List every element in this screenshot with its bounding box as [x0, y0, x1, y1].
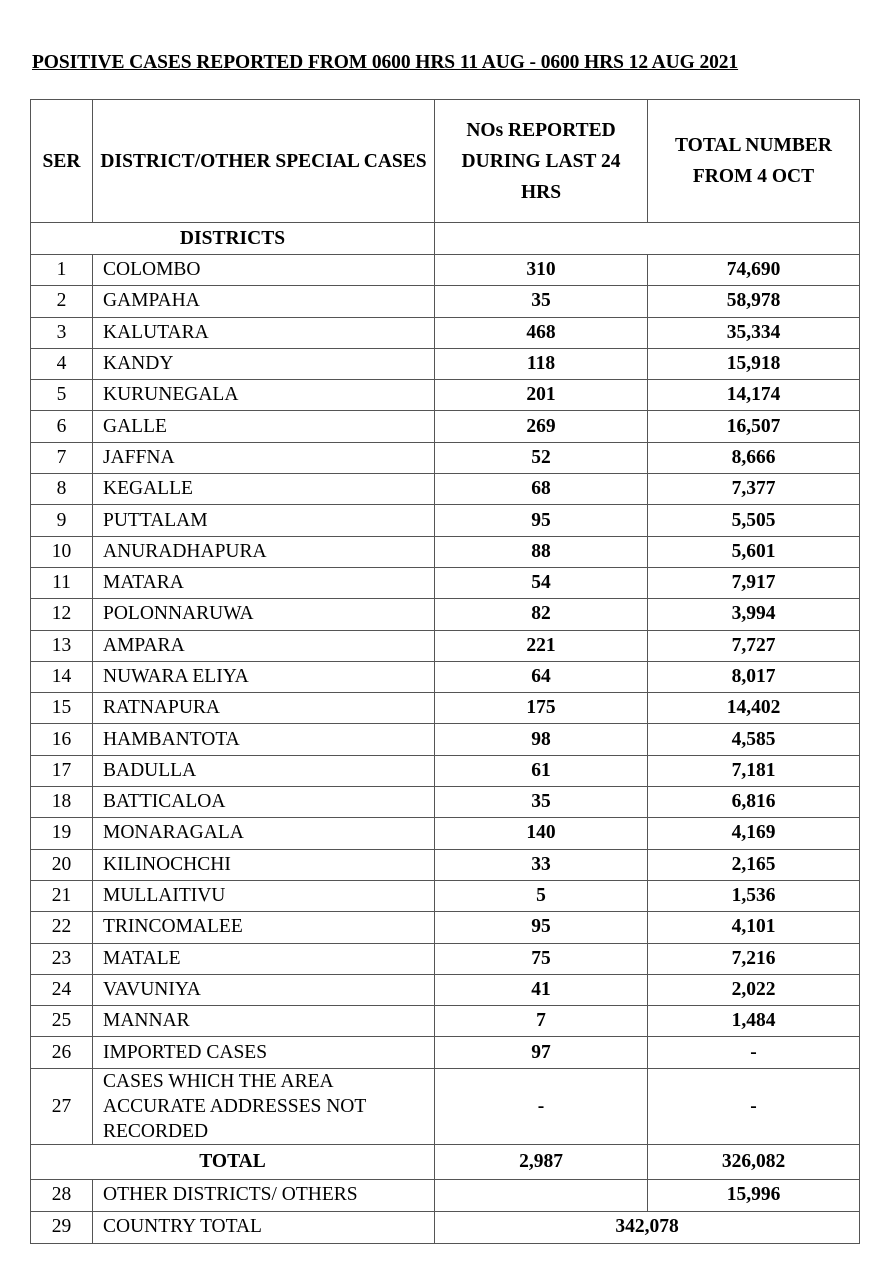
- table-row: [31, 380, 860, 411]
- section-label: DISTRICTS: [31, 223, 435, 255]
- table-row: [31, 474, 860, 505]
- ser-cell: 4: [31, 348, 93, 379]
- district-name-cell: GAMPAHA: [93, 286, 435, 317]
- district-name-cell: RATNAPURA: [93, 693, 435, 724]
- total-total: 326,082: [648, 1144, 860, 1179]
- district-name-cell: HAMBANTOTA: [93, 724, 435, 755]
- table-row: [31, 442, 860, 473]
- header-ser: SER: [31, 100, 93, 223]
- district-name-cell: MONARAGALA: [93, 818, 435, 849]
- table-row: [31, 1037, 860, 1068]
- district-name-cell: COLOMBO: [93, 255, 435, 286]
- ser-cell: 19: [31, 818, 93, 849]
- table-row: [31, 255, 860, 286]
- total-cell: 16,507: [648, 411, 860, 442]
- total-cell: 15,918: [648, 348, 860, 379]
- ser-cell: 5: [31, 380, 93, 411]
- table-row: [31, 317, 860, 348]
- ser-cell: 18: [31, 787, 93, 818]
- district-name-cell: KANDY: [93, 348, 435, 379]
- ser-cell: 27: [31, 1068, 93, 1144]
- total-cell: 3,994: [648, 599, 860, 630]
- district-name-cell: MATARA: [93, 567, 435, 598]
- district-name-cell: OTHER DISTRICTS/ OTHERS: [93, 1179, 435, 1211]
- reported-cell: 52: [435, 442, 648, 473]
- total-cell: -: [648, 1037, 860, 1068]
- ser-cell: 10: [31, 536, 93, 567]
- header-total: TOTAL NUMBER FROM 4 OCT: [648, 100, 860, 223]
- reported-cell: 97: [435, 1037, 648, 1068]
- total-cell: 1,484: [648, 1006, 860, 1037]
- district-name-cell: AMPARA: [93, 630, 435, 661]
- header-reported: NOs REPORTED DURING LAST 24 HRS: [435, 100, 648, 223]
- district-name-cell: MANNAR: [93, 1006, 435, 1037]
- district-name-cell: GALLE: [93, 411, 435, 442]
- page-title: POSITIVE CASES REPORTED FROM 0600 HRS 11 AUG - 0600 HRS 12 AUG 2021: [32, 52, 739, 73]
- reported-cell: -: [435, 1068, 648, 1144]
- district-name-cell: PUTTALAM: [93, 505, 435, 536]
- total-cell: 7,727: [648, 630, 860, 661]
- total-cell: 8,666: [648, 442, 860, 473]
- ser-cell: 23: [31, 943, 93, 974]
- reported-cell: 33: [435, 849, 648, 880]
- ser-cell: 15: [31, 693, 93, 724]
- table-row: [31, 880, 860, 911]
- total-cell: 7,917: [648, 567, 860, 598]
- district-name-cell: TRINCOMALEE: [93, 912, 435, 943]
- ser-cell: 7: [31, 442, 93, 473]
- total-cell: 5,505: [648, 505, 860, 536]
- district-name-cell: JAFFNA: [93, 442, 435, 473]
- ser-cell: 20: [31, 849, 93, 880]
- total-cell: 1,536: [648, 880, 860, 911]
- total-cell: 7,377: [648, 474, 860, 505]
- district-name-cell: KALUTARA: [93, 317, 435, 348]
- table-row: [31, 787, 860, 818]
- table-row: [31, 348, 860, 379]
- district-name-cell: KILINOCHCHI: [93, 849, 435, 880]
- total-label: TOTAL: [31, 1144, 435, 1179]
- table-row: [31, 943, 860, 974]
- table-row: [31, 724, 860, 755]
- total-cell: 4,101: [648, 912, 860, 943]
- total-cell: 2,022: [648, 974, 860, 1005]
- total-cell: 74,690: [648, 255, 860, 286]
- ser-cell: 12: [31, 599, 93, 630]
- header-district: DISTRICT/OTHER SPECIAL CASES: [93, 100, 435, 223]
- footer-row-other: [31, 1179, 860, 1211]
- ser-cell: 1: [31, 255, 93, 286]
- table-row: [31, 411, 860, 442]
- total-cell: 5,601: [648, 536, 860, 567]
- district-name-cell: BATTICALOA: [93, 787, 435, 818]
- total-cell: 4,169: [648, 818, 860, 849]
- table-totals: [31, 1144, 860, 1243]
- table-row: [31, 693, 860, 724]
- table-row: [31, 1068, 860, 1144]
- total-cell: 14,174: [648, 380, 860, 411]
- reported-cell: 61: [435, 755, 648, 786]
- total-cell: 15,996: [648, 1179, 860, 1211]
- table-row: [31, 505, 860, 536]
- ser-cell: 6: [31, 411, 93, 442]
- ser-cell: 21: [31, 880, 93, 911]
- table-row: [31, 1006, 860, 1037]
- reported-cell: 98: [435, 724, 648, 755]
- district-name-cell: MATALE: [93, 943, 435, 974]
- ser-cell: 22: [31, 912, 93, 943]
- reported-cell: 221: [435, 630, 648, 661]
- footer-row-country: [31, 1211, 860, 1243]
- district-name-cell: CASES WHICH THE AREA ACCURATE ADDRESSES NOT RECORDED: [93, 1068, 435, 1144]
- table-row: [31, 755, 860, 786]
- reported-cell: 35: [435, 286, 648, 317]
- section-empty-cell: [435, 223, 860, 255]
- table-header-row: [31, 100, 860, 223]
- reported-cell: 201: [435, 380, 648, 411]
- reported-cell: 175: [435, 693, 648, 724]
- ser-cell: 2: [31, 286, 93, 317]
- table-row: [31, 661, 860, 692]
- table-row: [31, 974, 860, 1005]
- total-cell: -: [648, 1068, 860, 1144]
- district-name-cell: POLONNARUWA: [93, 599, 435, 630]
- total-cell: 35,334: [648, 317, 860, 348]
- total-row: [31, 1144, 860, 1179]
- table-row: [31, 818, 860, 849]
- reported-cell: 95: [435, 912, 648, 943]
- reported-cell: 140: [435, 818, 648, 849]
- ser-cell: 9: [31, 505, 93, 536]
- reported-cell: 310: [435, 255, 648, 286]
- total-cell: 6,816: [648, 787, 860, 818]
- table-row: [31, 630, 860, 661]
- total-cell: 2,165: [648, 849, 860, 880]
- reported-cell: 41: [435, 974, 648, 1005]
- table-body: [31, 223, 860, 1145]
- table-row: [31, 599, 860, 630]
- reported-cell: 269: [435, 411, 648, 442]
- ser-cell: 16: [31, 724, 93, 755]
- district-name-cell: MULLAITIVU: [93, 880, 435, 911]
- total-cell: 8,017: [648, 661, 860, 692]
- reported-cell: 118: [435, 348, 648, 379]
- total-cell: 14,402: [648, 693, 860, 724]
- reported-cell: 468: [435, 317, 648, 348]
- district-name-cell: IMPORTED CASES: [93, 1037, 435, 1068]
- total-reported: 2,987: [435, 1144, 648, 1179]
- section-row: [31, 223, 860, 255]
- ser-cell: 11: [31, 567, 93, 598]
- reported-cell: 7: [435, 1006, 648, 1037]
- reported-cell: 5: [435, 880, 648, 911]
- reported-cell: 64: [435, 661, 648, 692]
- reported-cell: 82: [435, 599, 648, 630]
- reported-cell: [435, 1179, 648, 1211]
- reported-cell: 54: [435, 567, 648, 598]
- district-name-cell: KURUNEGALA: [93, 380, 435, 411]
- table-row: [31, 849, 860, 880]
- ser-cell: 29: [31, 1211, 93, 1243]
- ser-cell: 3: [31, 317, 93, 348]
- ser-cell: 14: [31, 661, 93, 692]
- table-row: [31, 286, 860, 317]
- district-name-cell: BADULLA: [93, 755, 435, 786]
- ser-cell: 24: [31, 974, 93, 1005]
- ser-cell: 25: [31, 1006, 93, 1037]
- reported-cell: 68: [435, 474, 648, 505]
- country-total-cell: 342,078: [435, 1211, 860, 1243]
- ser-cell: 17: [31, 755, 93, 786]
- total-cell: 7,181: [648, 755, 860, 786]
- reported-cell: 75: [435, 943, 648, 974]
- district-name-cell: COUNTRY TOTAL: [93, 1211, 435, 1243]
- table-row: [31, 912, 860, 943]
- district-name-cell: KEGALLE: [93, 474, 435, 505]
- table-row: [31, 567, 860, 598]
- ser-cell: 13: [31, 630, 93, 661]
- district-name-cell: ANURADHAPURA: [93, 536, 435, 567]
- reported-cell: 88: [435, 536, 648, 567]
- district-name-cell: NUWARA ELIYA: [93, 661, 435, 692]
- total-cell: 58,978: [648, 286, 860, 317]
- district-name-cell: VAVUNIYA: [93, 974, 435, 1005]
- ser-cell: 8: [31, 474, 93, 505]
- total-cell: 4,585: [648, 724, 860, 755]
- ser-cell: 26: [31, 1037, 93, 1068]
- reported-cell: 95: [435, 505, 648, 536]
- ser-cell: 28: [31, 1179, 93, 1211]
- reported-cell: 35: [435, 787, 648, 818]
- cases-table: [30, 99, 860, 1244]
- total-cell: 7,216: [648, 943, 860, 974]
- table-row: [31, 536, 860, 567]
